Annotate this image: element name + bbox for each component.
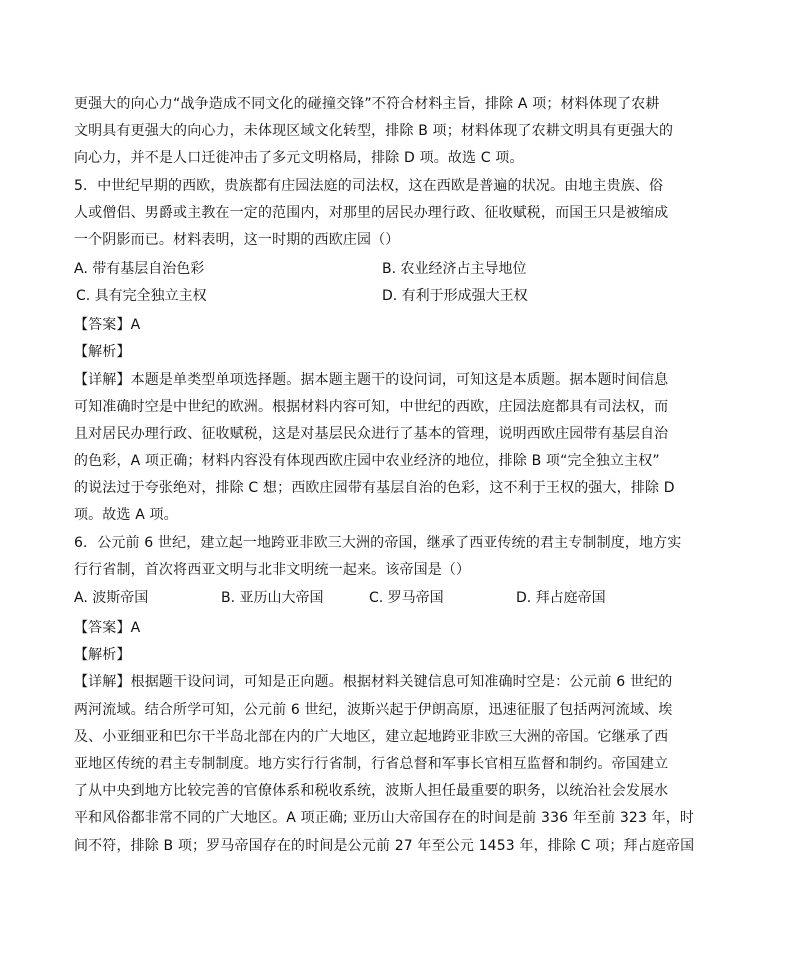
q4-analysis-line: 向心力，并不是人口迁徙冲击了多元文明格局，排除 D 项。故选 C 项。 [74,150,524,166]
q6-detail-line: 亚地区传统的君主专制制度。地方实行行省制，行省总督和军事长官相互监督和制约。帝国建立 [74,756,669,772]
q5-option-b: B. 农业经济占主导地位 [382,261,527,277]
q6-detail-line: 及、小亚细亚和巴尔干半岛北部在内的广大地区，建立起地跨亚非欧三大洲的帝国。它继承了西 [74,729,669,745]
q6-detail-line: 了从中央到地方比较完善的官僚体系和税收系统，波斯人担任最重要的职务，以统治社会发展水 [74,783,669,799]
q5-detail-line: 【详解】本题是单类型单项选择题。据本题主题干的设问词，可知这是本质题。据本题时间信息 [74,372,669,388]
q5-detail-line: 的说法过于夸张绝对，排除 C 想；西欧庄园带有基层自治的色彩，这不利于王权的强大，排除 D [74,480,675,496]
q4-analysis-line: 更强大的向心力“战争造成不同文化的碰撞交锋”不符合材料主旨，排除 A 项；材料体现了农耕 [74,96,660,112]
q6-detail-line: 两河流域。结合所学可知，公元前 6 世纪，波斯兴起于伊朗高原，迅速征服了包括两河流域、埃 [74,702,673,718]
q6-option-c: C. 罗马帝国 [369,590,444,606]
q5-option-c: C. 具有完全独立主权 [76,288,207,304]
q5-option-d: D. 有利于形成强大王权 [382,288,528,304]
q5-detail-line: 且对居民办理行政、征收赋税，这是对基层民众进行了基本的管理，说明西欧庄园带有基层自治 [74,426,669,442]
q5-detail-line: 可知准确时空是中世纪的欧洲。根据材料内容可知，中世纪的西欧，庄园法庭都具有司法权，而 [74,399,669,415]
q6-stem-line: 行行省制，首次将西亚文明与北非文明统一起来。该帝国是（） [74,562,471,578]
q5-detail-line: 的色彩，A 项正确；材料内容没有体现西欧庄园中农业经济的地位，排除 B 项“完全独立主权” [74,453,660,469]
q5-answer: 【答案】A [74,317,141,333]
q5-analysis-label: 【解析】 [74,344,131,360]
q5-detail-line: 项。故选 A 项。 [74,507,178,523]
q4-analysis-line: 文明具有更强大的向心力，未体现区域文化转型，排除 B 项；材料体现了农耕文明具有更强大的 [74,123,674,139]
q6-detail-line: 间不符，排除 B 项；罗马帝国存在的时间是公元前 27 年至公元 1453 年，排除 C 项；拜占庭帝国 [74,838,695,854]
q6-option-b: B. 亚历山大帝国 [221,590,324,606]
q5-stem-line: 5．中世纪早期的西欧，贵族都有庄园法庭的司法权，这在西欧是普遍的状况。由地主贵族、俗 [74,178,664,194]
q6-option-a: A. 波斯帝国 [74,590,149,606]
q5-option-a: A. 带有基层自治色彩 [74,261,205,277]
q6-detail-line: 平和风俗都非常不同的广大地区。A 项正确; 亚历山大帝国存在的时间是前 336 年至前 323 年，时 [74,810,695,826]
q6-answer: 【答案】A [74,620,141,636]
q6-detail-line: 【详解】根据题干设问词，可知是正向题。根据材料关键信息可知准确时空是：公元前 6 世纪的 [74,674,673,690]
q6-option-d: D. 拜占庭帝国 [516,590,606,606]
q6-analysis-label: 【解析】 [74,647,131,663]
q6-stem-line: 6．公元前 6 世纪，建立起一地跨亚非欧三大洲的帝国，继承了西亚传统的君主专制制度，地方实 [74,535,682,551]
q5-stem-line: 人或僧侣、男爵或主教在一定的范围内，对那里的居民办理行政、征收赋税，而国王只是被缩成 [74,205,669,221]
q5-stem-line: 一个阴影而已。材料表明，这一时期的西欧庄园（） [74,232,400,248]
